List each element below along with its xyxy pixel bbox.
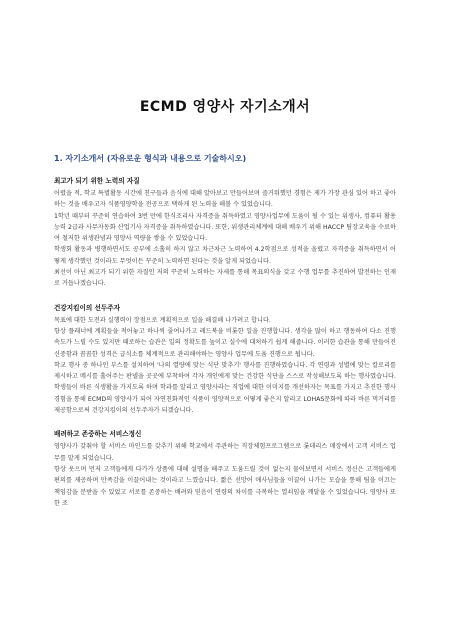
paragraph: 어렸을 적, 학교 특별활동 시간에 친구들과 음식에 대해 알아보고 만들어보며 즐거워했던 경험은 제가 가장 관심 있어 하고 좋아하는 것을 배우고자 식품영양학을 전공으로 택하게 된 노력을 해볼 수 있었습니다. — [54, 190, 396, 209]
section-block-service — [54, 428, 396, 509]
section-block-effort — [54, 175, 396, 290]
paragraph: 항상 웃으며 먼저 고객들에게 다가가 상품에 대해 설명을 해주고 도움드릴 것이 없는지 물어보면서 서비스 정신은 고객들에게 편의를 제공하며 만족감을 이끌어내는 것이라고 느꼈습니다. 짧은 선망어 애사님들을 이끌어 나가는 모습을 통해 팀을 이끄는 책임감을 분받을 수 있었고 서로를 존중하는 배려와 믿음이 연령의 차이를 극복하는 열쇠임을 깨달을 수 있었습니다. 영양사 또한 조 — [54, 465, 396, 507]
paragraph: 학생회 활동과 병행하면서도 공부에 소홀히 하지 않고 차근차근 노력하여 4.2학점으로 성적을 올렸고 자격증을 취득하면서 어떻게 생각했던 것이라도 무엇이든 꾸준히 노력하면 된다는 것을 알게 되었습니다. — [54, 246, 396, 265]
paragraph: 학교 행사 중 하나인 부스를 설치하여 '나의 열량에 맞는 식단 맞추기' 행사를 진행하였습니다. 각 연령과 성별에 맞는 칼로리를 제시하고 메시를 훌어주는 판넬을 곳곳에 부착하여 각자 개인에게 맞는 건강한 식단을 스스로 작성해보도록 하는 행사였습니다. 학생들이 바른 식생활을 가지도록 하며 학과를 알리고 영양사라는 직업에 대한 이미지를 개선하자는 목표를 가지고 추진한 행사 경험을 통해 ECMD의 영양사가 되어 자연친화적인 식품이 영양적으로 어떻게 좋은지 알리고 LOHAS문화에 따라 바른 먹거리를 제공함으로써 건강지킴이의 선두주자가 되겠습니다. — [54, 361, 396, 415]
paragraph: 항상 플래너에 계획들을 적어놓고 하나씩 줄여나가고 레드북을 비롯한 일을 진행합니다. 생각을 많이 하고 행동하여 다소 진행속도가 느릴 수도 있지만 때로하는 습관은 일의 정확도를 높이고 실수에 대처하기 쉽게 해줍니다. 이러한 습관을 통해 만들어진 신중함과 꼼꼼한 성격은 급식소를 체계적으로 관리해야하는 영양사 업무에 도움 진행으로 됩니다. — [54, 327, 396, 358]
sub-heading: 건강지킴이의 선두주자 — [54, 303, 120, 312]
document-title: ECMD 영양사 자기소개서 — [139, 99, 311, 115]
sub-heading: 배려하고 존중하는 서비스정신 — [54, 430, 142, 439]
section-block-health — [54, 302, 396, 417]
paragraph: 영양사가 갖춰야 할 서비스 마인드를 갖추기 위해 학교에서 주관하는 직장체험프로그램으로 롯데리스 매장에서 고객 서비스 업무를 맡게 되었습니다. — [54, 443, 396, 462]
section-heading: 1. 자기소개서 (자유로운 형식과 내용으로 기술하시오) — [54, 154, 247, 163]
paragraph: 목표에 대한 도전과 실행력이 장점으로 계획적으로 일을 해결해 나가려고 합니다. — [54, 316, 271, 324]
sub-heading: 최고가 되기 위한 노력의 자질 — [54, 177, 140, 185]
paragraph: 1학년 때부터 꾸준히 연습하여 3번 만에 한식조리사 자격증을 취득하였고 영양사업무에 도움이 될 수 있는 위생사, 컴퓨터 활용능력 2급과 사무자동화 산업기사 자격증을 취득하였습니다. 또한, 위생관리체계에 대해 배우기 위해 HACCP 팀장교육을 수료하여 철저한 위생관념과 영양사 역량을 쌓을 수 있었습니다. — [54, 212, 396, 243]
paragraph: 최선이 아닌 최고가 되기 위한 자질인 저의 꾸준히 노력하는 자세를 통해 목표의식을 갖고 수행 업무를 추진하여 발전하는 인재로 거듭나겠습니다. — [54, 269, 396, 288]
